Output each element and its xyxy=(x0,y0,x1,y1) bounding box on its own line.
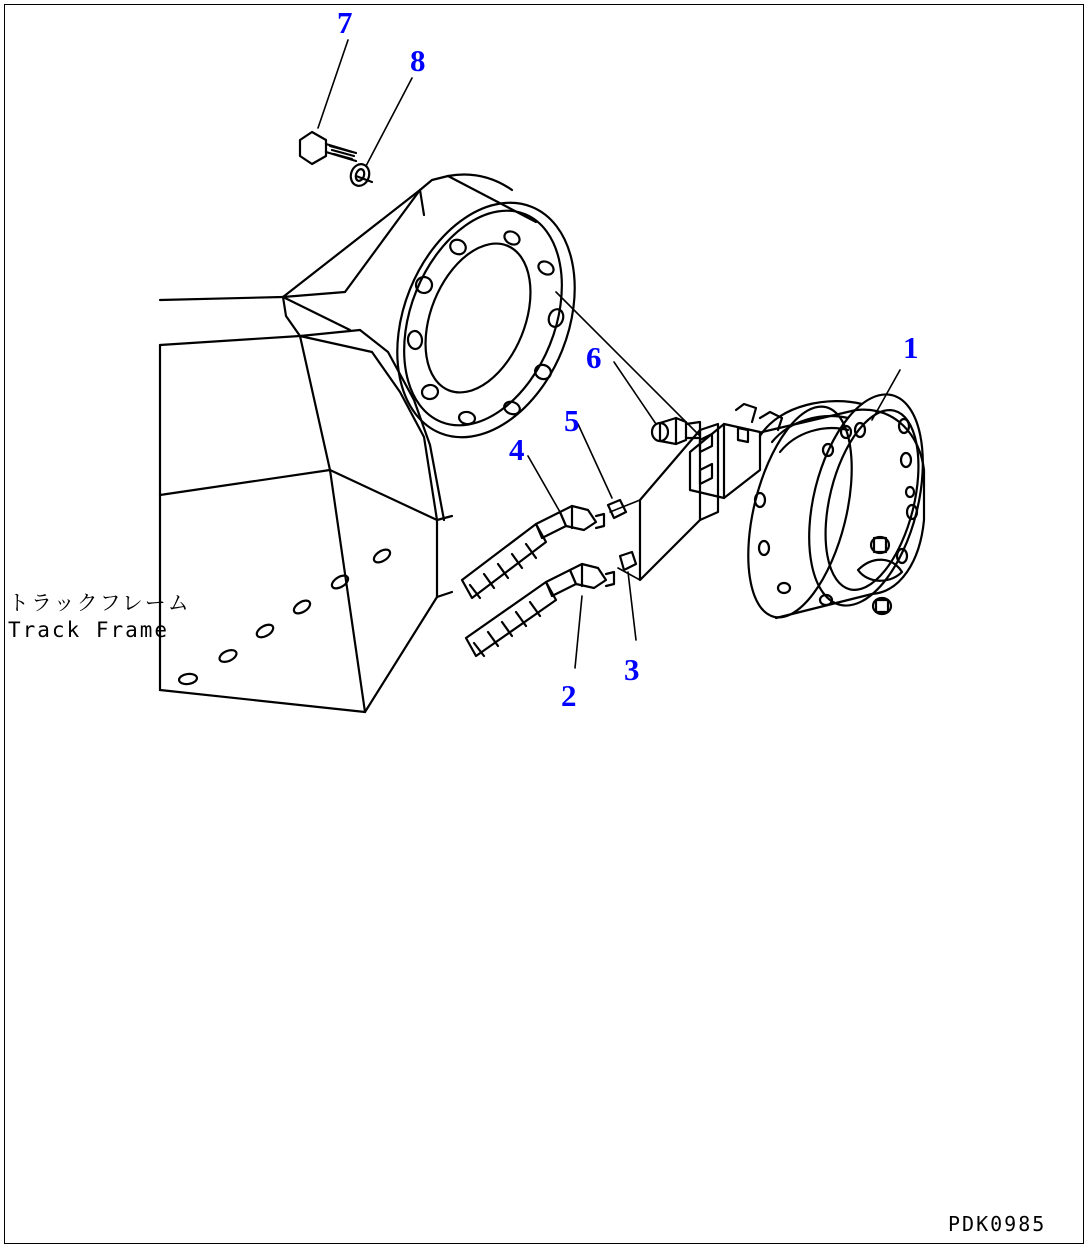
part-2-elbow-fitting xyxy=(466,564,614,656)
callout-6[interactable]: 6 xyxy=(586,340,602,375)
track-frame-label-jp: トラックフレーム xyxy=(8,591,191,615)
part-7-bolt xyxy=(300,132,356,164)
track-frame-body xyxy=(160,190,452,712)
page-code: PDK0985 xyxy=(948,1212,1047,1236)
part-8-washer xyxy=(348,162,372,188)
callout-1[interactable]: 1 xyxy=(903,330,919,365)
final-drive-housing-flange xyxy=(283,175,608,467)
part-6-plug xyxy=(652,418,700,444)
callout-8[interactable]: 8 xyxy=(410,43,426,78)
callout-5[interactable]: 5 xyxy=(564,403,580,438)
callout-3[interactable]: 3 xyxy=(624,652,640,687)
callout-4[interactable]: 4 xyxy=(509,432,525,467)
part-1-travel-motor xyxy=(640,383,943,628)
track-frame-label-en: Track Frame xyxy=(8,618,170,642)
part-3-seal xyxy=(620,552,636,570)
callout-2[interactable]: 2 xyxy=(561,678,577,713)
callout-7[interactable]: 7 xyxy=(337,5,353,40)
